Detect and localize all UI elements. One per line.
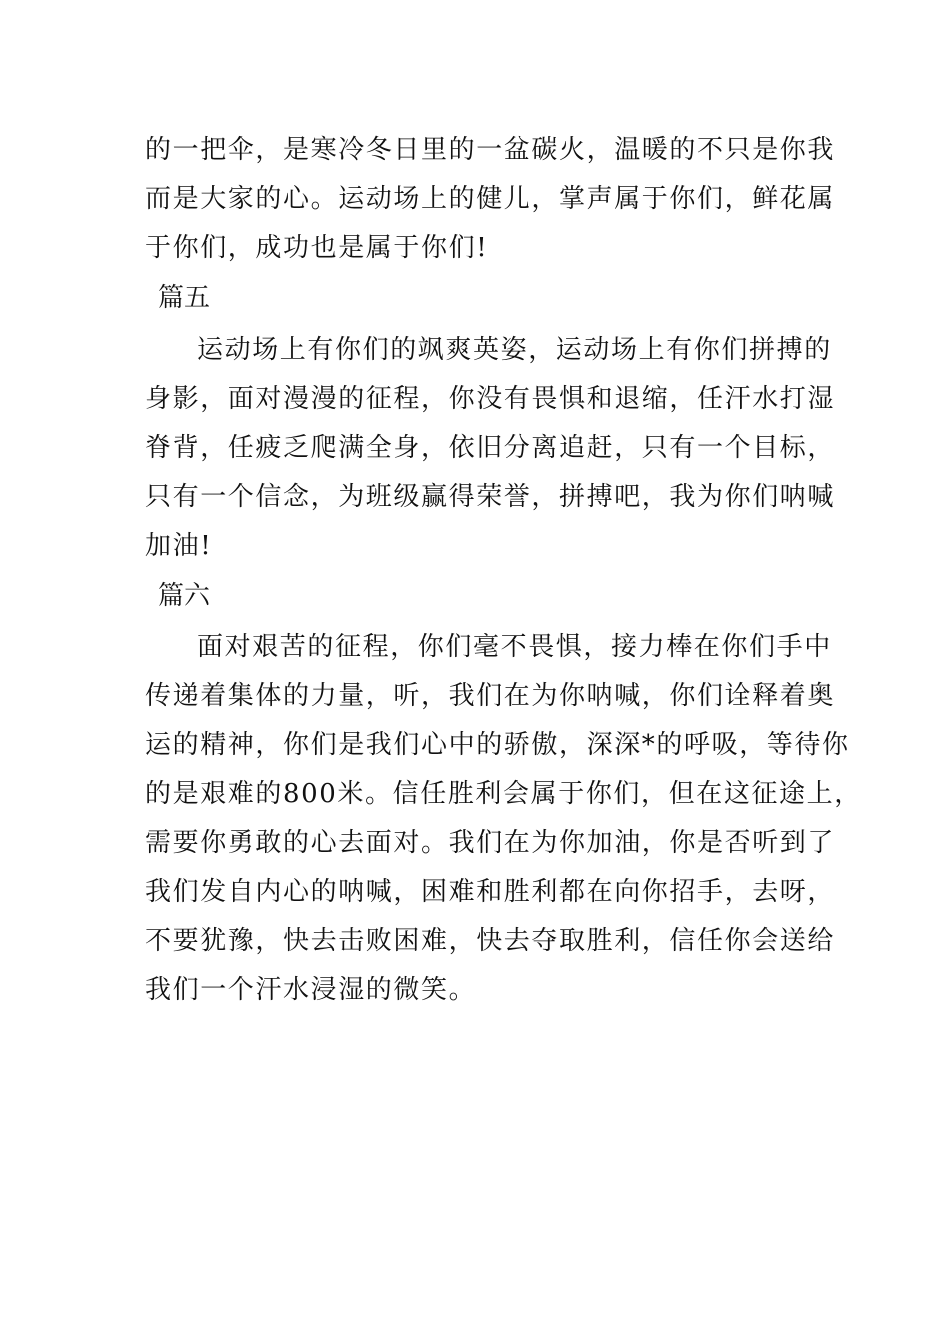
- text-line: 于你们，成功也是属于你们!: [145, 233, 489, 263]
- text-line: 的是艰难的800米。信任胜利会属于你们，但在这征途上，: [145, 779, 862, 809]
- text-line: 加油!: [145, 531, 213, 561]
- text-line: 需要你勇敢的心去面对。我们在为你加油，你是否听到了: [145, 828, 836, 858]
- section-heading: 篇五: [158, 283, 211, 313]
- text-line: 脊背，任疲乏爬满全身，依旧分离追赶，只有一个目标，: [145, 433, 836, 463]
- text-line: 运的精神，你们是我们心中的骄傲，深深*的呼吸，等待你: [145, 730, 850, 760]
- section-heading: 篇六: [158, 581, 211, 611]
- text-line: 只有一个信念，为班级赢得荣誉，拼搏吧，我为你们呐喊: [145, 482, 836, 512]
- text-line: 我们一个汗水浸湿的微笑。: [145, 975, 477, 1005]
- text-line: 身影，面对漫漫的征程，你没有畏惧和退缩，任汗水打湿: [145, 384, 836, 414]
- text-line: 的一把伞，是寒冷冬日里的一盆碳火，温暖的不只是你我: [145, 135, 836, 165]
- text-line: 传递着集体的力量，听，我们在为你呐喊，你们诠释着奥: [145, 681, 836, 711]
- paragraph-first-line: 运动场上有你们的飒爽英姿，运动场上有你们拼搏的: [197, 335, 832, 365]
- paragraph-first-line: 面对艰苦的征程，你们毫不畏惧，接力棒在你们手中: [197, 632, 832, 662]
- text-line: 我们发自内心的呐喊，困难和胜利都在向你招手，去呀，: [145, 877, 836, 907]
- text-line: 不要犹豫，快去击败困难，快去夺取胜利，信任你会送给: [145, 926, 836, 956]
- text-line: 而是大家的心。运动场上的健儿，掌声属于你们，鲜花属: [145, 184, 836, 214]
